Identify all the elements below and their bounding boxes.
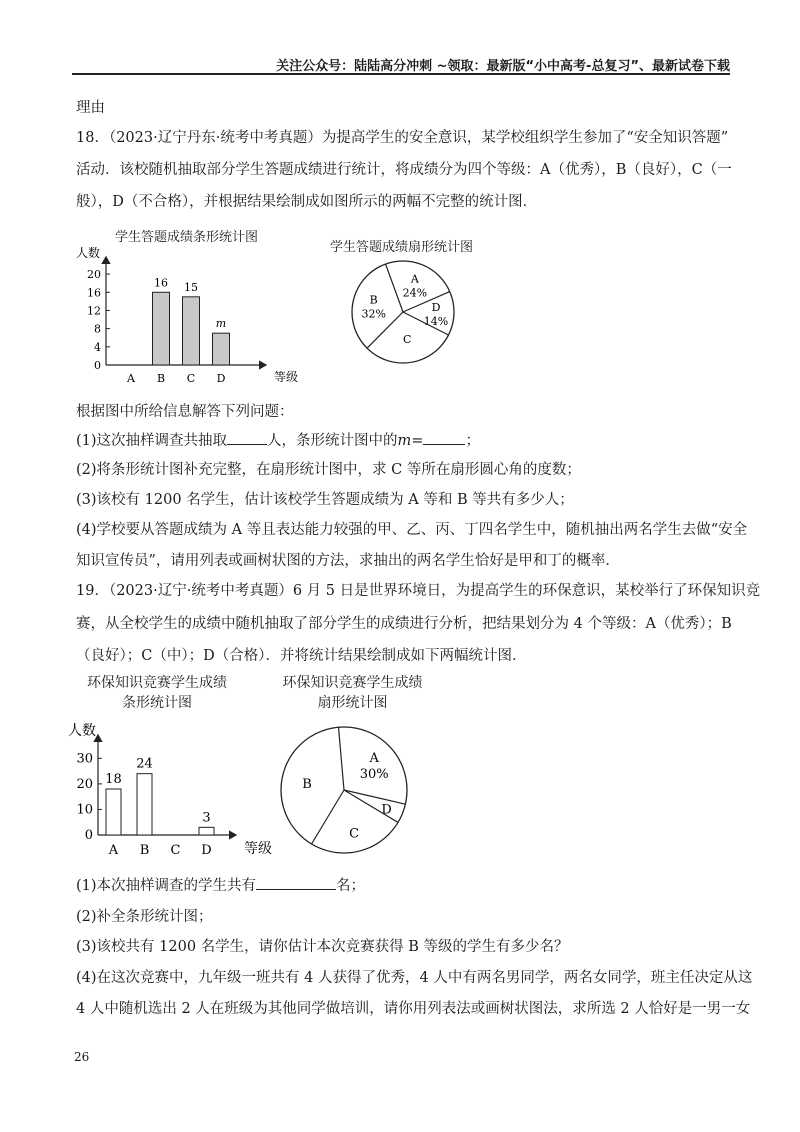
x-tick-label: D [216, 372, 226, 385]
y-tick-label: 0 [94, 359, 101, 372]
y-tick-label: 20 [76, 776, 93, 792]
q18-part-4b: 知识宣传员”，请用列表或画树状图的方法，求抽出的两名学生恰好是甲和丁的概率． [76, 553, 620, 569]
bar-value-label: 15 [184, 280, 198, 294]
y-tick-label: 10 [76, 802, 93, 818]
bar [213, 333, 230, 365]
bar-value-label: 3 [202, 810, 211, 826]
q19-part-4b: 4 人中随机选出 2 人在班级为其他同学做培训，请你用列表法或画树状图法，求所选 2 人恰好是一男一女 [76, 1001, 751, 1017]
x-tick-label: A [127, 372, 135, 385]
q18-stem-3: 般），D（不合格），并根据结果绘制成如图所示的两幅不完整的统计图． [76, 194, 538, 210]
x-tick-label: D [201, 843, 212, 858]
bar [153, 292, 170, 365]
bar-value-label: 16 [154, 276, 168, 290]
pie-slice-label: B [302, 776, 312, 792]
pie-slice-percent: 24% [402, 286, 428, 300]
q19-part-2: (2)补全条形统计图； [76, 909, 213, 925]
pie-slice-label: C [402, 333, 412, 347]
chart2-title: 学生答题成绩扇形统计图 [330, 240, 474, 255]
pie-slice-percent: 30% [359, 766, 389, 782]
chart1-title: 学生答题成绩条形统计图 [115, 230, 259, 245]
var-m: m [397, 433, 412, 449]
text-line: 理由 [76, 100, 105, 116]
q18-part-4a: (4)学校要从答题成绩为 A 等且表达能力较强的甲、乙、丙、丁四名学生中，随机抽出两名学生去做“安全 [76, 522, 748, 538]
y-tick-label: 0 [84, 828, 93, 843]
y-axis-label: 人数 [76, 246, 101, 260]
bar-value-label: 24 [136, 756, 153, 772]
chart3-title-line2: 条形统计图 [122, 695, 192, 711]
y-tick-label: 16 [87, 286, 101, 300]
y-tick-label: 12 [87, 304, 101, 318]
x-tick-label: C [186, 372, 196, 385]
q18-stem-2: 活动．该校随机抽取部分学生答题成绩进行统计，将成绩分为四个等级：A（优秀），B（良好），C（一 [76, 162, 732, 178]
x-axis-label: 等级 [244, 841, 272, 857]
q18-p1-eq: = [411, 433, 424, 449]
pie-slice-percent: 32% [361, 307, 386, 321]
pie-slice-label: D [431, 300, 441, 314]
x-tick-label: C [170, 843, 181, 858]
x-tick-label: B [156, 372, 166, 385]
page-number: 26 [74, 1050, 90, 1064]
y-tick-label: 8 [94, 322, 101, 336]
q18-p1-text-a: (1)这次抽样调查共抽取 [76, 433, 228, 449]
q19-p1-text-b: 名； [336, 878, 366, 894]
q18-stem-1: 18．（2023·辽宁丹东·统考中考真题）为提高学生的安全意识，某学校组织学生参加了“安全知识答题” [76, 130, 729, 146]
pie-slice-label: D [381, 802, 392, 818]
bar [106, 789, 121, 835]
chart3-bar [68, 722, 272, 858]
chart4-pie [281, 727, 407, 853]
pie-slice-label: C [349, 826, 360, 842]
x-tick-label: B [139, 843, 150, 858]
pie-slice-percent: 14% [423, 314, 449, 328]
bar [183, 297, 200, 365]
bar-value-label: 18 [105, 772, 122, 787]
chart4-title-line2: 扇形统计图 [317, 695, 388, 711]
chart1-bar [76, 245, 298, 385]
bar [199, 827, 214, 835]
y-tick-label: 20 [87, 268, 101, 282]
pie-slice-label: A [369, 750, 379, 766]
chart3-title-line1: 环保知识竞赛学生成绩 [87, 675, 227, 691]
q18-p1-text-b: 人，条形统计图中的 [267, 433, 398, 449]
y-tick-label: 4 [94, 340, 101, 354]
pie-slice-label: A [410, 272, 419, 286]
q19-p1-text-a: (1)本次抽样调查的学生共有 [76, 878, 257, 894]
x-axis-label: 等级 [274, 370, 299, 384]
q18-part-2: (2)将条形统计图补充完整，在扇形统计图中，求 C 等所在扇形圆心角的度数； [76, 462, 581, 478]
q18-p1-text-d: ； [465, 433, 480, 449]
q19-stem-3: （良好）；C（中）；D（合格）．并将统计结果绘制成如下两幅统计图． [76, 648, 527, 664]
q18-intro: 根据图中所给信息解答下列问题： [76, 404, 294, 420]
bar-value-label: m [215, 317, 227, 331]
q19-part-3: (3)该校共有 1200 名学生，请你估计本次竞赛获得 B 等级的学生有多少名？ [76, 939, 569, 955]
chart4-title-line1: 环保知识竞赛学生成绩 [282, 675, 423, 691]
q18-part-3: (3)该校有 1200 名学生，估计该校学生答题成绩为 A 等和 B 等共有多少人； [76, 492, 574, 508]
q19-part-4a: (4)在这次竞赛中，九年级一班共有 4 人获得了优秀，4 人中有两名男同学，两名女同学，班主任决定从这 [76, 970, 753, 986]
chart2-pie [352, 261, 454, 363]
x-tick-label: A [108, 843, 119, 858]
pie-slice-label: B [369, 293, 378, 307]
y-tick-label: 30 [76, 751, 93, 767]
q19-stem-2: 赛，从全校学生的成绩中随机抽取了部分学生的成绩进行分析，把结果划分为 4 个等级：A（优秀）；B [76, 616, 732, 632]
page-header: 关注公众号：陆陆高分冲刺 ~领取：最新版“小中高考-总复习”、最新试卷下载 [276, 59, 730, 74]
y-axis-label: 人数 [68, 723, 96, 739]
q19-stem-1: 19．（2023·辽宁·统考中考真题）6 月 5 日是世界环境日，为提高学生的环保意识，某校举行了环保知识竞 [76, 583, 761, 599]
bar [137, 774, 152, 835]
